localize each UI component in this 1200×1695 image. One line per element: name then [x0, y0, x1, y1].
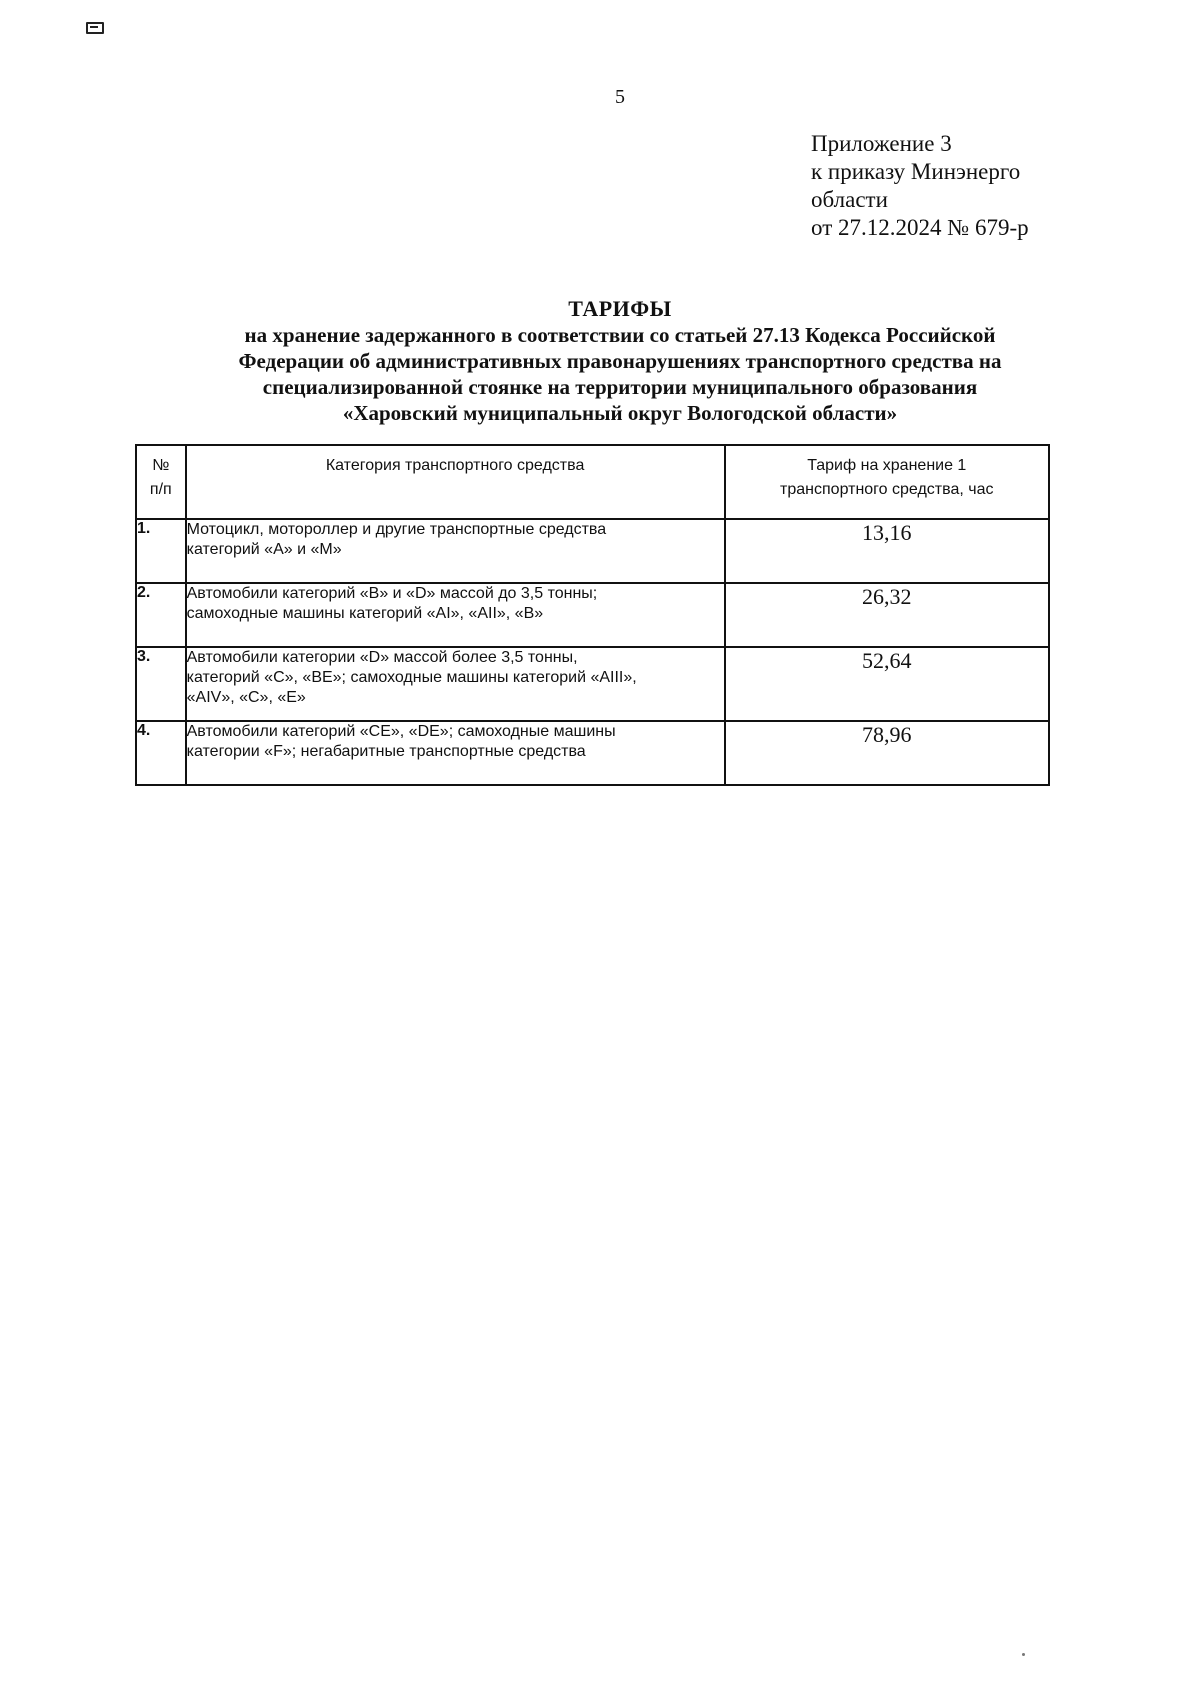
- row-number: 2.: [136, 583, 186, 647]
- subtitle-line: Федерации об административных правонарушениях транспортного средства на: [238, 349, 1002, 373]
- appendix-line: Приложение 3: [811, 131, 952, 156]
- table-row: [136, 519, 1049, 583]
- header-number: [136, 445, 186, 519]
- subtitle-line: «Харовский муниципальный округ Вологодской области»: [342, 401, 898, 425]
- header-tariff: [725, 445, 1049, 519]
- subtitle-line: специализированной стоянке на территории муниципального образования: [262, 375, 978, 399]
- table-row: [136, 721, 1049, 785]
- row-number: 3.: [136, 647, 186, 721]
- header-number-line: №: [152, 457, 170, 474]
- appendix-reference: [811, 130, 1029, 242]
- row-number: 1.: [136, 519, 186, 583]
- appendix-line: от 27.12.2024 № 679-р: [811, 215, 1029, 240]
- category-line: Автомобили категорий «СЕ», «DЕ»; самоходные машины: [186, 723, 616, 740]
- page-number: 5: [615, 86, 625, 108]
- table-row: [136, 583, 1049, 647]
- category-line: Автомобили категорий «В» и «D» массой до 3,5 тонны;: [186, 585, 598, 602]
- category-line: Мотоцикл, мотороллер и другие транспортные средства: [186, 521, 607, 538]
- row-tariff: 26,32: [725, 583, 1049, 647]
- category-line: самоходные машины категорий «АI», «АII», «В»: [186, 605, 544, 622]
- row-category: [186, 721, 725, 785]
- header-tariff-line: транспортного средства, час: [780, 481, 994, 498]
- appendix-line: к приказу Минэнерго: [811, 159, 1021, 184]
- row-tariff: 13,16: [725, 519, 1049, 583]
- table-row: [136, 647, 1049, 721]
- header-category: Категория транспортного средства: [186, 445, 725, 519]
- appendix-line: области: [811, 187, 888, 212]
- category-line: «АIV», «С», «Е»: [186, 689, 306, 706]
- category-line: категорий «А» и «М»: [186, 541, 342, 558]
- row-category: [186, 583, 725, 647]
- tariffs-table: [135, 444, 1050, 786]
- subtitle-line: на хранение задержанного в соответствии со статьей 27.13 Кодекса Российской: [244, 323, 996, 347]
- scan-mark-icon: [86, 22, 104, 34]
- header-tariff-line: Тариф на хранение 1: [807, 457, 967, 474]
- category-line: категорий «С», «ВЕ»; самоходные машины категорий «АIII»,: [186, 669, 637, 686]
- row-category: [186, 647, 725, 721]
- row-category: [186, 519, 725, 583]
- row-tariff: 52,64: [725, 647, 1049, 721]
- table-header-row: [136, 445, 1049, 519]
- header-number-line: п/п: [149, 481, 172, 498]
- category-line: Автомобили категории «D» массой более 3,5 тонны,: [186, 649, 578, 666]
- row-tariff: 78,96: [725, 721, 1049, 785]
- document-subtitle: [150, 322, 1090, 426]
- category-line: категории «F»; негабаритные транспортные средства: [186, 743, 586, 760]
- scan-speck: [1022, 1653, 1025, 1656]
- document-title: ТАРИФЫ: [568, 296, 672, 321]
- row-number: 4.: [136, 721, 186, 785]
